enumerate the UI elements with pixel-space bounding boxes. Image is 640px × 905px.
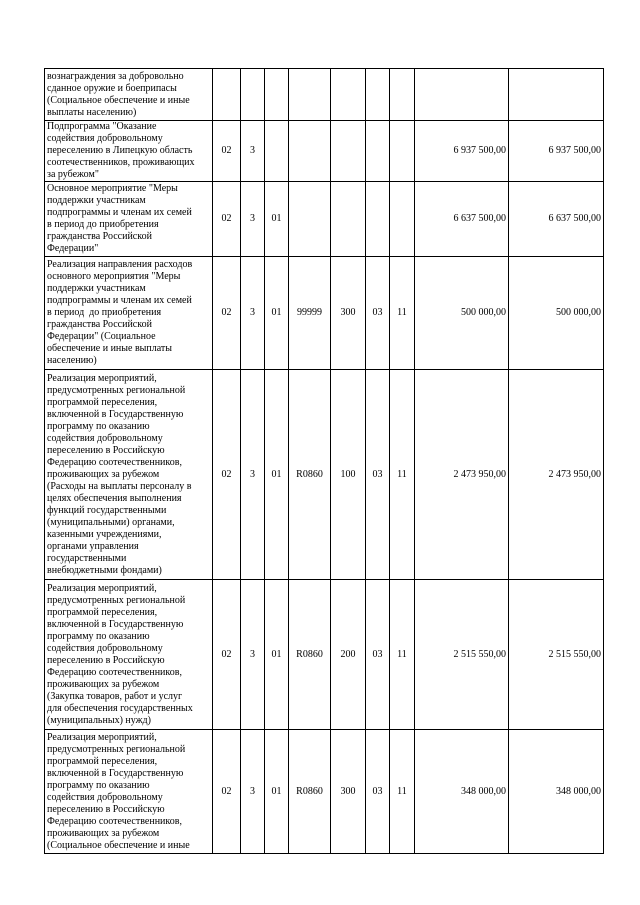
row-description: Реализация мероприятий, предусмотренных региональной программой переселения, включенной в Государственную программу по оказанию содействия добровольному переселению в Российскую Федерацию соотечественников, проживающих за рубежом (Закупка товаров, работ и услуг для обеспечения государственных (муниципальных) нужд) [45, 580, 213, 730]
expense-direction-cell: R0860 [289, 730, 331, 854]
row-description: Реализация мероприятий, предусмотренных региональной программой переселения, включенной в Государственную программу по оказанию содействия добровольному переселению в Российскую Федерацию соотечественников, проживающих за рубежом (Социальное обеспечение и иные [45, 730, 213, 854]
program-code-cell: 02 [213, 121, 241, 182]
table-row [45, 257, 604, 370]
amount-cell-1: 2 515 550,00 [415, 580, 509, 730]
table-row [45, 121, 604, 182]
subprogram-code-cell [241, 69, 265, 121]
subprogram-code-cell: 3 [241, 257, 265, 370]
amount-cell-1: 6 637 500,00 [415, 182, 509, 257]
expense-direction-cell: 99999 [289, 257, 331, 370]
section-cell: 03 [366, 580, 390, 730]
subprogram-code-cell: 3 [241, 182, 265, 257]
event-code-cell: 01 [265, 730, 289, 854]
amount-cell-2: 2 473 950,00 [509, 370, 604, 580]
subsection-cell [390, 182, 415, 257]
expense-direction-cell [289, 69, 331, 121]
section-cell: 03 [366, 370, 390, 580]
program-code-cell: 02 [213, 580, 241, 730]
event-code-cell: 01 [265, 257, 289, 370]
expense-type-cell [331, 69, 366, 121]
event-code-cell: 01 [265, 182, 289, 257]
expense-type-cell [331, 121, 366, 182]
section-cell [366, 182, 390, 257]
amount-cell-2: 6 637 500,00 [509, 182, 604, 257]
section-cell: 03 [366, 730, 390, 854]
expense-direction-cell: R0860 [289, 370, 331, 580]
subsection-cell [390, 69, 415, 121]
table-row [45, 182, 604, 257]
section-cell [366, 69, 390, 121]
table-row [45, 69, 604, 121]
amount-cell-2: 2 515 550,00 [509, 580, 604, 730]
event-code-cell: 01 [265, 370, 289, 580]
budget-table [44, 68, 604, 854]
expense-type-cell: 100 [331, 370, 366, 580]
amount-cell-1: 348 000,00 [415, 730, 509, 854]
subsection-cell: 11 [390, 730, 415, 854]
expense-type-cell: 300 [331, 257, 366, 370]
subprogram-code-cell: 3 [241, 730, 265, 854]
event-code-cell [265, 69, 289, 121]
subsection-cell: 11 [390, 257, 415, 370]
amount-cell-2: 348 000,00 [509, 730, 604, 854]
row-description: Реализация направления расходов основного мероприятия "Меры поддержки участникам подпрограммы и членам их семей в период до приобретения гражданства Российской Федерации" (Социальное обеспечение и иные выплаты населению) [45, 257, 213, 370]
event-code-cell [265, 121, 289, 182]
row-description: Основное мероприятие "Меры поддержки участникам подпрограммы и членам их семей в период до приобретения гражданства Российской Федерации" [45, 182, 213, 257]
expense-type-cell: 300 [331, 730, 366, 854]
amount-cell-2: 6 937 500,00 [509, 121, 604, 182]
expense-direction-cell [289, 182, 331, 257]
subsection-cell [390, 121, 415, 182]
subsection-cell: 11 [390, 370, 415, 580]
amount-cell-1: 500 000,00 [415, 257, 509, 370]
program-code-cell: 02 [213, 257, 241, 370]
program-code-cell: 02 [213, 370, 241, 580]
table-row [45, 580, 604, 730]
amount-cell-1: 6 937 500,00 [415, 121, 509, 182]
subprogram-code-cell: 3 [241, 370, 265, 580]
row-description: вознаграждения за добровольно сданное оружие и боеприпасы (Социальное обеспечение и иные выплаты населению) [45, 69, 213, 121]
expense-direction-cell [289, 121, 331, 182]
table-row [45, 370, 604, 580]
expense-direction-cell: R0860 [289, 580, 331, 730]
subprogram-code-cell: 3 [241, 121, 265, 182]
amount-cell-2: 500 000,00 [509, 257, 604, 370]
event-code-cell: 01 [265, 580, 289, 730]
subsection-cell: 11 [390, 580, 415, 730]
section-cell: 03 [366, 257, 390, 370]
subprogram-code-cell: 3 [241, 580, 265, 730]
amount-cell-1 [415, 69, 509, 121]
row-description: Подпрограмма "Оказание содействия добровольному переселению в Липецкую область соотечественников, проживающих за рубежом" [45, 121, 213, 182]
amount-cell-2 [509, 69, 604, 121]
row-description: Реализация мероприятий, предусмотренных региональной программой переселения, включенной в Государственную программу по оказанию содействия добровольному переселению в Российскую Федерацию соотечественников, проживающих за рубежом (Расходы на выплаты персоналу в целях обеспечения выполнения функций государственными (муниципальными) органами, казенными учреждениями, органами управления государственными внебюджетными фондами) [45, 370, 213, 580]
expense-type-cell [331, 182, 366, 257]
program-code-cell: 02 [213, 182, 241, 257]
program-code-cell [213, 69, 241, 121]
section-cell [366, 121, 390, 182]
table-row [45, 730, 604, 854]
program-code-cell: 02 [213, 730, 241, 854]
expense-type-cell: 200 [331, 580, 366, 730]
amount-cell-1: 2 473 950,00 [415, 370, 509, 580]
